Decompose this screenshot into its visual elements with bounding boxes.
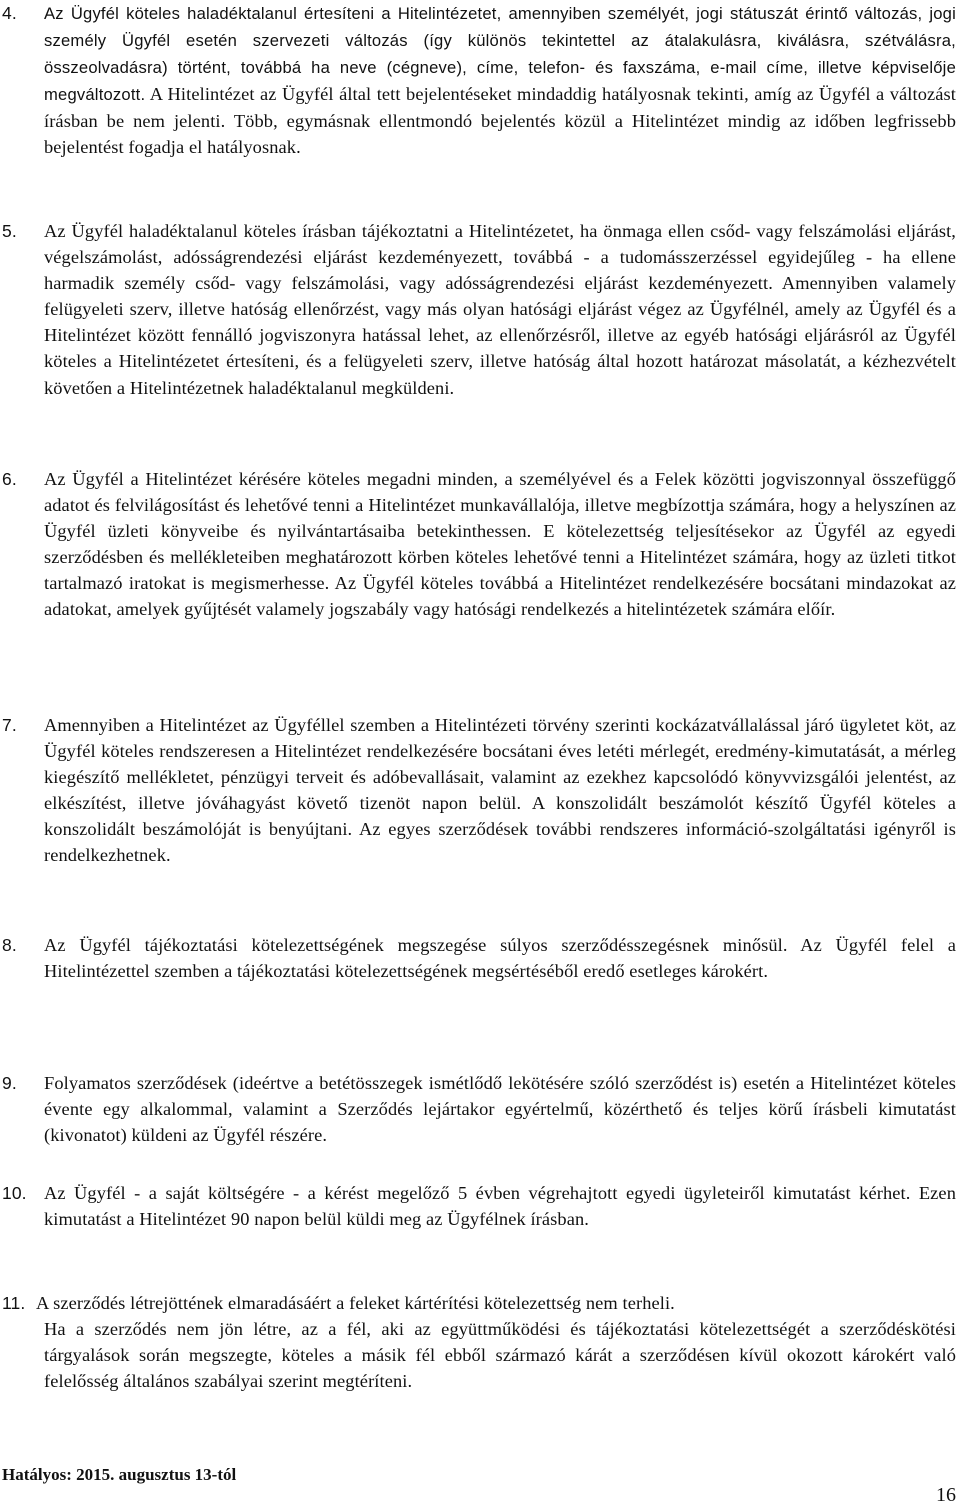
clause-6 bbox=[0, 466, 960, 623]
page-number: 16 bbox=[936, 1484, 956, 1506]
clause-number: 5. bbox=[2, 221, 17, 241]
clause-number: 7. bbox=[2, 715, 17, 735]
clause-body: Ha a szerződés nem jön létre, az a fél, aki az együttműködési és tájékoztatási kötelezettségét a szerződéskötési tárgyalások során megszegte, köteles a másik fél ebből származó kárát a szerződésen kívül okozott károkért való felelősség általános szabályai szerint megtéríteni. bbox=[44, 1319, 956, 1392]
clause-number: 11. bbox=[2, 1293, 26, 1313]
clause-number: 10. bbox=[2, 1183, 27, 1203]
clause-text bbox=[44, 0, 956, 161]
clause-9 bbox=[0, 1070, 960, 1148]
clause-text bbox=[36, 1290, 956, 1394]
clause-text: Folyamatos szerződések (ideértve a betétösszegek ismétlődő lekötésére szóló szerződést is) esetén a Hitelintézet köteles évente egy alkalommal, valamint a Szerződés lejártakor egyértelmű, közérthető és teljes körű írásbeli kimutatást (kivonatot) küldeni az Ügyfél részére. bbox=[44, 1073, 956, 1146]
clause-first-line: A szerződés létrejöttének elmaradásáért a feleket kártérítési kötelezettség nem terheli. bbox=[36, 1293, 675, 1313]
clause-text: Az Ügyfél tájékoztatási kötelezettségének megszegése súlyos szerződésszegésnek minősül. Az Ügyfél felel a Hitelintézettel szemben a tájékoztatási kötelezettségének megsértéséből eredő esetleges károkért. bbox=[44, 935, 956, 982]
clause-text: Az Ügyfél - a saját költségére - a kérést megelőző 5 évben végrehajtott egyedi ügyleteiről kimutatást kérhet. Ezen kimutatást a Hitelintézet 90 napon belül küldi meg az Ügyfélnek írásban. bbox=[44, 1183, 956, 1230]
clause-text: Az Ügyfél a Hitelintézet kérésére köteles megadni minden, a személyével és a Felek közötti jogviszonnyal összefüggő adatot és felvilágosítást és lehetővé tenni a Hitelintézet munkavállalója, illetve megbízottja számára, hogy a helyszínen az Ügyfél üzleti könyveibe és nyilvántartásaiba betekinthessen. E kötelezettség teljesítésekor az Ügyfél az egyedi szerződésben és mellékleteiben meghatározott körben köteles lehetővé tenni a Hitelintézet számára, hogy az üzleti titkot tartalmazó iratokat is megismerhesse. Az Ügyfél köteles továbbá a Hitelintézet rendelkezésére bocsátani mindazokat az adatokat, amelyek gyűjtését valamely jogszabály vagy hatósági rendelkezés a hitelintézetek számára előír. bbox=[44, 469, 956, 620]
clause-number: 6. bbox=[2, 469, 17, 489]
clause-text: Amennyiben a Hitelintézet az Ügyféllel szemben a Hitelintézeti törvény szerinti kockázatvállalással járó ügyletet köt, az Ügyfél köteles rendszeresen a Hitelintézet rendelkezésére bocsátani éves letéti mérlegét, eredmény-kimutatását, a mérleg kiegészítő mellékletet, pénzügyi terveit és adóbevallásait, valamint az ezekhez kapcsolódó könyvvizsgálói jelentést, az elkészítést, illetve jóváhagyást követő tizenöt napon belül. A konszolidált beszámolót készítő Ügyfél köteles a konszolidált beszámolóját is benyújtani. Az egyes szerződések további rendszeres információ-szolgáltatási igényről is rendelkezhetnek. bbox=[44, 715, 956, 866]
clause-7 bbox=[0, 712, 960, 869]
clause-8 bbox=[0, 932, 960, 984]
clause-number: 4. bbox=[2, 3, 17, 23]
clause-text-sans-part: Az Ügyfél köteles haladéktalanul értesíteni a Hitelintézetet, amennyiben személyét, jogi státuszát érintő változás, jogi személy Ügyfél esetén szervezeti változás (így különös tekintettel az átalakulásra, kiválásra, szétválásra, összeolvadásra) történt, továbbá ha neve (cégneve), címe, telefon- és faxszáma, e-mail címe, illetve képviselője megváltozott. bbox=[44, 4, 956, 105]
clause-text-serif-part: A Hitelintézet az Ügyfél által tett bejelentéseket mindaddig hatályosnak tekinti, amíg az Ügyfél a változást írásban be nem jelenti. Több, egymásnak ellentmondó bejelentés közül a Hitelintézet mindig az időben legfrissebb bejelentést fogadja el hatályosnak. bbox=[44, 84, 956, 158]
effective-date: Hatályos: 2015. augusztus 13-tól bbox=[2, 1465, 237, 1484]
clause-number: 9. bbox=[2, 1073, 17, 1093]
clause-4 bbox=[0, 0, 960, 161]
clause-5 bbox=[0, 218, 960, 401]
clause-text: Az Ügyfél haladéktalanul köteles írásban tájékoztatni a Hitelintézetet, ha önmaga ellen csőd- vagy felszámolási eljárást, végelszámolást, adósságrendezési eljárást kezdeményezett, továbbá - a tudomásszerzéssel egyidejűleg - ha ellene harmadik személy csőd- vagy felszámolási, vagy adósságrendezési eljárást kezdeményezett. Amennyiben valamely felügyeleti szerv, illetve hatóság ellenőrzést, vagy más olyan hatósági eljárást végez az Ügyfélnél, amely az Ügyfél és a Hitelintézet között fennálló jogviszonyra hatással lehet, az ellenőrzésről, illetve az egyéb hatósági eljárásról az Ügyfél köteles a Hitelintézetet értesíteni, és a felügyeleti szerv, illetve hatóság által hozott határozat másolatát, a kézhezvételt követően a Hitelintézetnek haladéktalanul megküldeni. bbox=[44, 221, 956, 398]
clause-number: 8. bbox=[2, 935, 17, 955]
clause-10 bbox=[0, 1180, 960, 1232]
clause-11 bbox=[0, 1290, 960, 1394]
